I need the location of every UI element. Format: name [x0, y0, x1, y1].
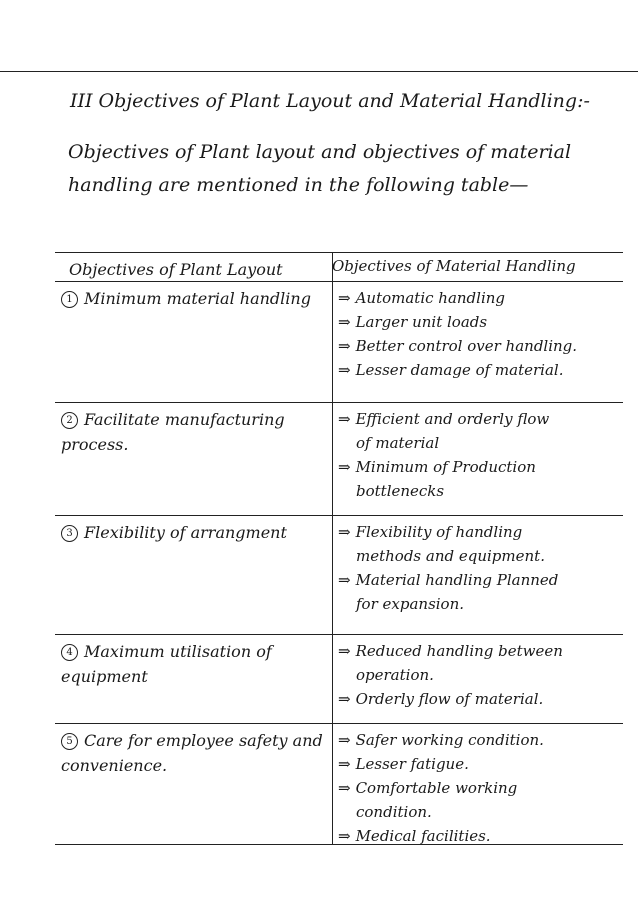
material-handling-item-text: Better control over handling.: [355, 337, 578, 355]
material-handling-objectives: [332, 282, 623, 402]
plant-layout-objective-text: Facilitate manufacturing process.: [61, 410, 285, 454]
double-arrow-icon: ⇒: [338, 690, 351, 708]
material-handling-objectives: [332, 516, 623, 634]
material-handling-item: [338, 752, 619, 776]
material-handling-item: [338, 358, 619, 382]
row-number-badge: 2: [61, 412, 78, 429]
objectives-table: [55, 252, 623, 845]
material-handling-item: [338, 286, 619, 310]
material-handling-item-text: Minimum of Production: [355, 458, 536, 476]
material-handling-item-continued: [338, 479, 619, 503]
plant-layout-objective: [55, 724, 332, 844]
material-handling-item: [338, 639, 619, 663]
double-arrow-icon: ⇒: [338, 313, 351, 331]
table-header: [55, 253, 623, 282]
double-arrow-icon: ⇒: [338, 755, 351, 773]
double-arrow-icon: ⇒: [338, 289, 351, 307]
material-handling-item-text: Material handling Planned: [355, 571, 559, 589]
material-handling-item-text: operation.: [356, 666, 434, 684]
row-number-badge: 5: [61, 733, 78, 750]
row-number-badge: 3: [61, 525, 78, 542]
material-handling-item: [338, 568, 619, 592]
row-number-badge: 4: [61, 644, 78, 661]
double-arrow-icon: ⇒: [338, 571, 351, 589]
top-rule: [0, 71, 638, 72]
material-handling-item-continued: [338, 544, 619, 568]
material-handling-item-text: Comfortable working: [355, 779, 518, 797]
material-handling-item: [338, 407, 619, 431]
header-material-handling: Objectives of Material Handling: [332, 257, 576, 275]
material-handling-item-text: Efficient and orderly flow: [355, 410, 550, 428]
material-handling-item-text: Automatic handling: [355, 289, 506, 307]
material-handling-item-continued: [338, 800, 619, 824]
plant-layout-objective: [55, 516, 332, 634]
material-handling-item-text: for expansion.: [356, 595, 465, 613]
material-handling-item-text: Lesser damage of material.: [355, 361, 564, 379]
material-handling-item-text: bottlenecks: [356, 482, 445, 500]
double-arrow-icon: ⇒: [338, 361, 351, 379]
table-row: [55, 516, 623, 635]
material-handling-item: [338, 520, 619, 544]
material-handling-objectives: [332, 635, 623, 723]
table-column-divider: [332, 253, 333, 844]
material-handling-item: [338, 776, 619, 800]
material-handling-item-text: Flexibility of handling: [355, 523, 523, 541]
double-arrow-icon: ⇒: [338, 827, 351, 845]
plant-layout-objective-text: Minimum material handling: [84, 289, 311, 308]
material-handling-item-text: of material: [356, 434, 440, 452]
double-arrow-icon: ⇒: [338, 731, 351, 749]
material-handling-item-continued: [338, 663, 619, 687]
table-row: [55, 724, 623, 844]
double-arrow-icon: ⇒: [338, 337, 351, 355]
table-row: [55, 282, 623, 403]
double-arrow-icon: ⇒: [338, 779, 351, 797]
plant-layout-objective-text: Care for employee safety and convenience.: [61, 731, 323, 775]
material-handling-item: [338, 310, 619, 334]
material-handling-item-text: Medical facilities.: [355, 827, 491, 845]
material-handling-item: [338, 687, 619, 711]
material-handling-item: [338, 728, 619, 752]
double-arrow-icon: ⇒: [338, 523, 351, 541]
double-arrow-icon: ⇒: [338, 458, 351, 476]
table-body: [55, 282, 623, 844]
material-handling-item-continued: [338, 592, 619, 616]
plant-layout-objective-text: Flexibility of arrangment: [84, 523, 287, 542]
material-handling-item-text: Safer working condition.: [355, 731, 544, 749]
double-arrow-icon: ⇒: [338, 642, 351, 660]
material-handling-item-text: methods and equipment.: [356, 547, 545, 565]
material-handling-objectives: [332, 724, 623, 844]
intro-paragraph: Objectives of Plant layout and objectives of material handling are mentioned in the following table—: [68, 141, 572, 196]
material-handling-item-text: Reduced handling between: [355, 642, 563, 660]
plant-layout-objective: [55, 282, 332, 402]
material-handling-item-text: Lesser fatigue.: [355, 755, 469, 773]
material-handling-objectives: [332, 403, 623, 515]
table-row: [55, 635, 623, 724]
material-handling-item-text: condition.: [356, 803, 432, 821]
material-handling-item: [338, 334, 619, 358]
material-handling-item-text: Orderly flow of material.: [355, 690, 544, 708]
material-handling-item: [338, 455, 619, 479]
material-handling-item: [338, 824, 619, 848]
material-handling-item-continued: [338, 431, 619, 455]
header-plant-layout: Objectives of Plant Layout: [69, 260, 283, 279]
double-arrow-icon: ⇒: [338, 410, 351, 428]
material-handling-item-text: Larger unit loads: [355, 313, 488, 331]
row-number-badge: 1: [61, 291, 78, 308]
plant-layout-objective-text: Maximum utilisation of equipment: [61, 642, 272, 686]
table-row: [55, 403, 623, 516]
plant-layout-objective: [55, 635, 332, 723]
page-heading: III Objectives of Plant Layout and Material Handling:-: [70, 90, 590, 112]
plant-layout-objective: [55, 403, 332, 515]
